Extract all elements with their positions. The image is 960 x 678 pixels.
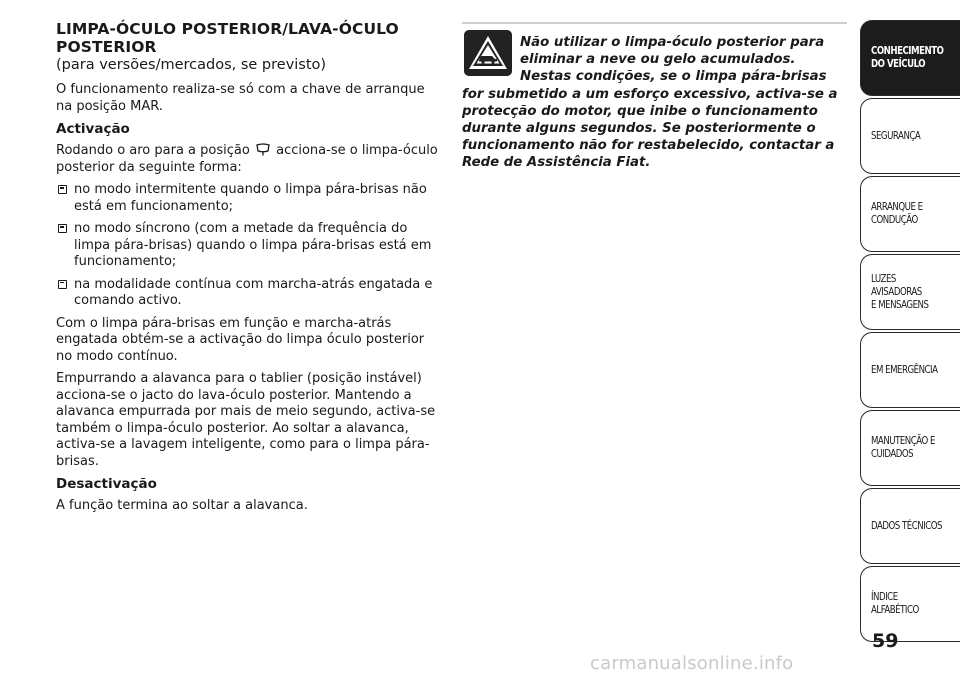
main-text-column bbox=[56, 20, 441, 521]
warning-box bbox=[462, 22, 847, 172]
deactivation-paragraph: A função termina ao soltar a alavanca. bbox=[56, 498, 308, 513]
deactivation-heading: Desactivação bbox=[56, 476, 157, 492]
intro-paragraph: O funcionamento realiza-se só com a chave de arranque na posição MAR. bbox=[56, 82, 425, 114]
bullet-box-icon bbox=[58, 185, 67, 194]
page-number: 59 bbox=[872, 630, 899, 652]
activation-paragraph: Rodando o aro para a posição acciona-se o limpa-óculo posterior da seguinte forma: bbox=[56, 143, 438, 175]
tab-em-emergencia[interactable]: EM EMERGÊNCIA bbox=[860, 332, 960, 408]
warning-car-triangle-icon bbox=[464, 30, 512, 76]
bullet-box-icon bbox=[58, 224, 67, 233]
tab-luzes-avisadoras[interactable]: LUZES AVISADORAS E MENSAGENS bbox=[860, 254, 960, 330]
list-item: no modo intermitente quando o limpa pára-brisas não está em funcionamento; bbox=[56, 182, 441, 215]
bullet-box-icon bbox=[58, 280, 67, 289]
tab-dados-tecnicos[interactable]: DADOS TÉCNICOS bbox=[860, 488, 960, 564]
reverse-gear-paragraph: Com o limpa pára-brisas em função e marcha-atrás engatada obtém-se a activação do limpa óculo posterior no modo contínuo. bbox=[56, 315, 425, 364]
tab-conhecimento-do-veiculo[interactable]: CONHECIMENTO DO VEÍCULO bbox=[860, 20, 960, 96]
tab-arranque-e-conducao[interactable]: ARRANQUE E CONDUÇÃO bbox=[860, 176, 960, 252]
list-item: no modo síncrono (com a metade da frequência do limpa pára-brisas) quando o limpa pára-brisas está em funcionamento; bbox=[56, 221, 441, 271]
list-item: na modalidade contínua com marcha-atrás engatada e comando activo. bbox=[56, 277, 441, 310]
warning-text: Não utilizar o limpa-óculo posterior para eliminar a neve ou gelo acumulados. Nestas condições, se o limpa pára-brisas for submetido a um esforço excessivo, activa-se a protecção do motor, que inibe o funcionamento durante alguns segundos. Se posteriormente o funcionamento não for restabelecido, contactar a Rede de Assistência Fiat. bbox=[462, 35, 838, 171]
tab-manutencao-e-cuidados[interactable]: MANUTENÇÃO E CUIDADOS bbox=[860, 410, 960, 486]
tab-seguranca[interactable]: SEGURANÇA bbox=[860, 98, 960, 174]
lever-paragraph: Empurrando a alavanca para o tablier (posição instável) acciona-se o jacto do lava-óculo posterior. Mantendo a alavanca empurrada por mais de meio segundo, activa-se também o limpa-óculo posterior. Ao soltar a alavanca, activa-se a lavagem inteligente, como para o limpa pára-brisas. bbox=[56, 371, 436, 469]
section-subtitle: (para versões/mercados, se previsto) bbox=[56, 57, 327, 73]
tab-indice-alfabetico[interactable]: ÍNDICE ALFABÉTICO bbox=[860, 566, 960, 642]
section-title: LIMPA-ÓCULO POSTERIOR/LAVA-ÓCULO POSTERIOR bbox=[56, 20, 399, 56]
activation-heading: Activação bbox=[56, 121, 130, 137]
activation-modes-list bbox=[56, 182, 441, 310]
chapter-tabs bbox=[860, 20, 960, 644]
rear-wiper-icon bbox=[256, 143, 270, 156]
watermark: carmanualsonline.info bbox=[590, 653, 794, 674]
